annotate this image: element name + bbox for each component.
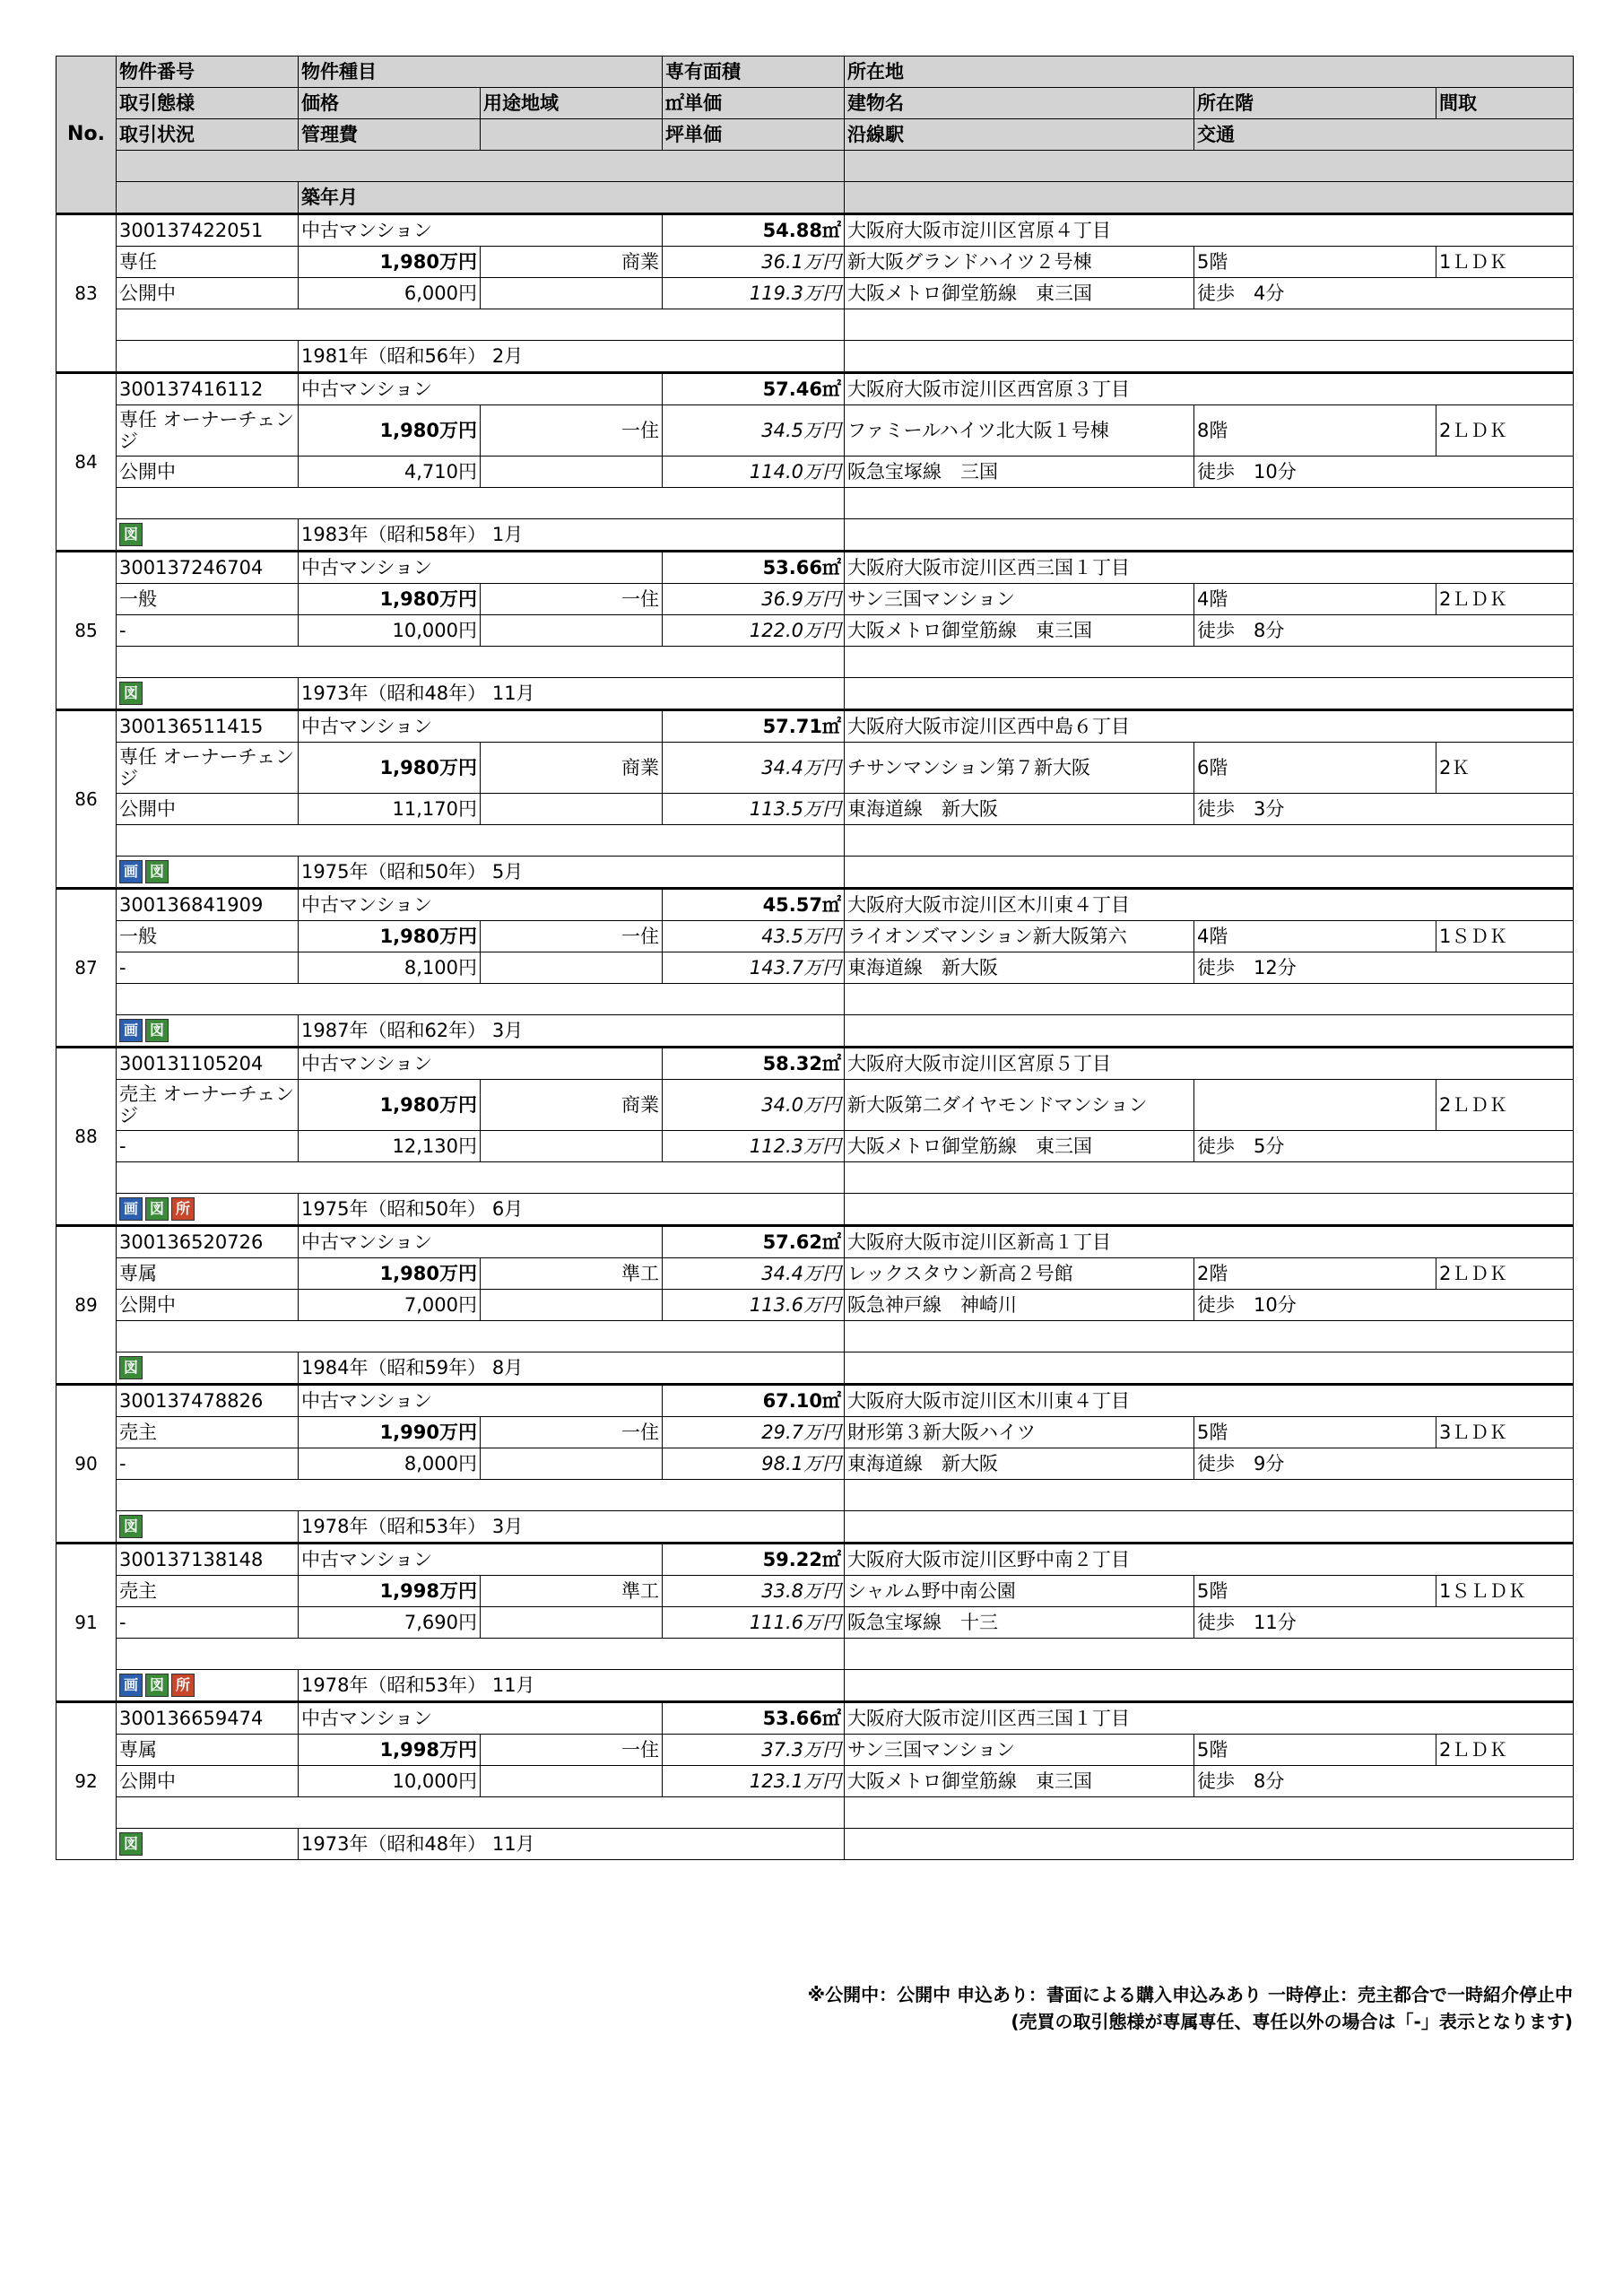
price: 1,980万円 — [299, 405, 481, 457]
floor: 5階 — [1194, 247, 1436, 278]
property-type: 中古マンション — [299, 552, 663, 584]
status: 公開中 — [117, 1290, 299, 1321]
header-deal-type: 取引態様 — [117, 88, 299, 119]
property-number: 300137416112 — [117, 373, 299, 405]
area: 59.22㎡ — [663, 1544, 845, 1576]
area: 57.62㎡ — [663, 1226, 845, 1258]
zoning: 一住 — [481, 584, 663, 615]
building-name: サン三国マンション — [845, 1735, 1194, 1766]
mgmt-fee: 7,690円 — [299, 1607, 481, 1639]
badge-cell — [117, 678, 299, 710]
property-type: 中古マンション — [299, 214, 663, 247]
status: - — [117, 1131, 299, 1162]
address: 大阪府大阪市淀川区西三国１丁目 — [845, 1702, 1574, 1735]
status: - — [117, 1607, 299, 1639]
sqm-price: 43.5万円 — [663, 921, 845, 952]
listing-no: 84 — [56, 373, 117, 552]
price: 1,990万円 — [299, 1417, 481, 1448]
sqm-price: 34.4万円 — [663, 1258, 845, 1290]
listing-no: 83 — [56, 214, 117, 373]
price: 1,980万円 — [299, 1258, 481, 1290]
listing-row — [56, 1048, 1574, 1080]
building-name: 新大阪グランドハイツ２号棟 — [845, 247, 1194, 278]
area: 45.57㎡ — [663, 889, 845, 921]
layout: 2ＬＤＫ — [1436, 1735, 1574, 1766]
building-name: サン三国マンション — [845, 584, 1194, 615]
built-date: 1987年（昭和62年） 3月 — [299, 1015, 845, 1048]
status: - — [117, 1448, 299, 1480]
station: 阪急神戸線 神崎川 — [845, 1290, 1194, 1321]
property-listing-table — [56, 56, 1574, 1860]
header-floor: 所在階 — [1194, 88, 1436, 119]
header-status: 取引状況 — [117, 119, 299, 151]
header-no: No. — [56, 57, 117, 214]
station: 大阪メトロ御堂筋線 東三国 — [845, 278, 1194, 309]
layout: 3ＬＤＫ — [1436, 1417, 1574, 1448]
price: 1,980万円 — [299, 1080, 481, 1131]
header-layout: 間取 — [1436, 88, 1574, 119]
built-date: 1981年（昭和56年） 2月 — [299, 341, 845, 373]
price: 1,998万円 — [299, 1735, 481, 1766]
property-number: 300137478826 — [117, 1385, 299, 1417]
tsubo-price: 143.7万円 — [663, 952, 845, 984]
address: 大阪府大阪市淀川区宮原５丁目 — [845, 1048, 1574, 1080]
zoning: 一住 — [481, 1417, 663, 1448]
access: 徒歩 4分 — [1194, 278, 1574, 309]
badge-cell — [117, 1829, 299, 1860]
header-built: 築年月 — [299, 182, 845, 214]
property-number: 300131105204 — [117, 1048, 299, 1080]
property-number: 300136520726 — [117, 1226, 299, 1258]
deal-type: 専任 オーナーチェンジ — [117, 743, 299, 794]
property-type: 中古マンション — [299, 373, 663, 405]
price: 1,980万円 — [299, 921, 481, 952]
listing-no: 89 — [56, 1226, 117, 1385]
tsubo-price: 113.6万円 — [663, 1290, 845, 1321]
building-name: チサンマンション第７新大阪 — [845, 743, 1194, 794]
header-zoning: 用途地域 — [481, 88, 663, 119]
status-legend-note: ※公開中：公開中 申込あり：書面による購入申込みあり 一時停止：売主都合で一時紹介停止中 — [807, 1984, 1573, 2005]
area: 67.10㎡ — [663, 1385, 845, 1417]
address: 大阪府大阪市淀川区宮原４丁目 — [845, 214, 1574, 247]
building-name: ファミールハイツ北大阪１号棟 — [845, 405, 1194, 457]
station: 東海道線 新大阪 — [845, 794, 1194, 825]
deal-type: 専属 — [117, 1258, 299, 1290]
building-name: 財形第３新大阪ハイツ — [845, 1417, 1194, 1448]
layout: 1ＳＤＫ — [1436, 921, 1574, 952]
built-date: 1973年（昭和48年） 11月 — [299, 1829, 845, 1860]
badge-cell — [117, 519, 299, 552]
floorplan-badge-icon[interactable]: 図 — [119, 1832, 143, 1856]
area: 53.66㎡ — [663, 552, 845, 584]
listing-row — [56, 1226, 1574, 1258]
sqm-price: 37.3万円 — [663, 1735, 845, 1766]
deal-type: 売主 — [117, 1576, 299, 1607]
layout: 1ＬＤＫ — [1436, 247, 1574, 278]
floor: 4階 — [1194, 584, 1436, 615]
status: - — [117, 615, 299, 647]
area: 53.66㎡ — [663, 1702, 845, 1735]
mgmt-fee: 7,000円 — [299, 1290, 481, 1321]
listing-row — [56, 1702, 1574, 1735]
access: 徒歩 10分 — [1194, 457, 1574, 488]
access: 徒歩 8分 — [1194, 1766, 1574, 1797]
sqm-price: 33.8万円 — [663, 1576, 845, 1607]
layout: 2ＬＤＫ — [1436, 405, 1574, 457]
sqm-price: 36.1万円 — [663, 247, 845, 278]
address: 大阪府大阪市淀川区西三国１丁目 — [845, 552, 1574, 584]
property-number: 300137138148 — [117, 1544, 299, 1576]
location-badge-icon[interactable]: 所 — [171, 1197, 195, 1221]
built-date: 1978年（昭和53年） 3月 — [299, 1511, 845, 1544]
layout: 2ＬＤＫ — [1436, 1080, 1574, 1131]
station: 大阪メトロ御堂筋線 東三国 — [845, 615, 1194, 647]
layout: 1ＳＬＤＫ — [1436, 1576, 1574, 1607]
sqm-price: 29.7万円 — [663, 1417, 845, 1448]
floor: 5階 — [1194, 1735, 1436, 1766]
floor — [1194, 1080, 1436, 1131]
access: 徒歩 8分 — [1194, 615, 1574, 647]
floor: 5階 — [1194, 1576, 1436, 1607]
property-number: 300137422051 — [117, 214, 299, 247]
tsubo-price: 113.5万円 — [663, 794, 845, 825]
zoning: 準工 — [481, 1576, 663, 1607]
zoning: 商業 — [481, 1080, 663, 1131]
tsubo-price: 98.1万円 — [663, 1448, 845, 1480]
deal-type: 専属 — [117, 1735, 299, 1766]
tsubo-price: 112.3万円 — [663, 1131, 845, 1162]
station: 大阪メトロ御堂筋線 東三国 — [845, 1131, 1194, 1162]
mgmt-fee: 8,100円 — [299, 952, 481, 984]
badge-cell — [117, 1670, 299, 1702]
station: 阪急宝塚線 三国 — [845, 457, 1194, 488]
built-date: 1983年（昭和58年） 1月 — [299, 519, 845, 552]
listing-no: 85 — [56, 552, 117, 710]
floorplan-badge-icon[interactable]: 図 — [119, 682, 143, 705]
sqm-price: 34.5万円 — [663, 405, 845, 457]
property-type: 中古マンション — [299, 1385, 663, 1417]
access: 徒歩 11分 — [1194, 1607, 1574, 1639]
access: 徒歩 9分 — [1194, 1448, 1574, 1480]
listing-row — [56, 710, 1574, 743]
mgmt-fee: 4,710円 — [299, 457, 481, 488]
zoning: 商業 — [481, 247, 663, 278]
listing-row — [56, 1544, 1574, 1576]
listing-no: 90 — [56, 1385, 117, 1544]
access: 徒歩 10分 — [1194, 1290, 1574, 1321]
station: 東海道線 新大阪 — [845, 1448, 1194, 1480]
built-date: 1984年（昭和59年） 8月 — [299, 1352, 845, 1385]
building-name: 新大阪第二ダイヤモンドマンション — [845, 1080, 1194, 1131]
price: 1,980万円 — [299, 584, 481, 615]
tsubo-price: 122.0万円 — [663, 615, 845, 647]
address: 大阪府大阪市淀川区野中南２丁目 — [845, 1544, 1574, 1576]
image-badge-icon[interactable]: 画 — [119, 1197, 143, 1221]
area: 54.88㎡ — [663, 214, 845, 247]
price: 1,998万円 — [299, 1576, 481, 1607]
header-mgmt-fee: 管理費 — [299, 119, 481, 151]
layout: 2ＬＤＫ — [1436, 1258, 1574, 1290]
area: 57.46㎡ — [663, 373, 845, 405]
tsubo-price: 111.6万円 — [663, 1607, 845, 1639]
price: 1,980万円 — [299, 743, 481, 794]
sqm-price: 34.0万円 — [663, 1080, 845, 1131]
tsubo-price: 114.0万円 — [663, 457, 845, 488]
built-date: 1975年（昭和50年） 6月 — [299, 1194, 845, 1226]
property-number: 300136659474 — [117, 1702, 299, 1735]
access: 徒歩 3分 — [1194, 794, 1574, 825]
address: 大阪府大阪市淀川区西中島６丁目 — [845, 710, 1574, 743]
property-type: 中古マンション — [299, 1048, 663, 1080]
zoning: 商業 — [481, 743, 663, 794]
building-name: ライオンズマンション新大阪第六 — [845, 921, 1194, 952]
table-header — [56, 57, 1574, 214]
listing-no: 87 — [56, 889, 117, 1048]
built-date: 1975年（昭和50年） 5月 — [299, 857, 845, 889]
header-tsubo-price: 坪単価 — [663, 119, 845, 151]
image-badge-icon[interactable]: 画 — [119, 1019, 143, 1042]
price: 1,980万円 — [299, 247, 481, 278]
address: 大阪府大阪市淀川区木川東４丁目 — [845, 1385, 1574, 1417]
badge-cell — [117, 341, 299, 373]
station: 大阪メトロ御堂筋線 東三国 — [845, 1766, 1194, 1797]
station: 阪急宝塚線 十三 — [845, 1607, 1194, 1639]
building-name: シャルム野中南公園 — [845, 1576, 1194, 1607]
floorplan-badge-icon[interactable]: 図 — [119, 523, 143, 546]
access: 徒歩 5分 — [1194, 1131, 1574, 1162]
tsubo-price: 123.1万円 — [663, 1766, 845, 1797]
badge-cell — [117, 1015, 299, 1048]
zoning: 準工 — [481, 1258, 663, 1290]
sqm-price: 36.9万円 — [663, 584, 845, 615]
tsubo-price: 119.3万円 — [663, 278, 845, 309]
building-name: レックスタウン新高２号館 — [845, 1258, 1194, 1290]
listing-no: 92 — [56, 1702, 117, 1860]
listing-row — [56, 552, 1574, 584]
deal-type: 専任 オーナーチェンジ — [117, 405, 299, 457]
property-number: 300137246704 — [117, 552, 299, 584]
deal-type: 専任 — [117, 247, 299, 278]
floorplan-badge-icon[interactable]: 図 — [119, 1356, 143, 1379]
deal-type: 一般 — [117, 584, 299, 615]
listing-no: 91 — [56, 1544, 117, 1702]
listing-no: 86 — [56, 710, 117, 889]
header-station: 沿線駅 — [845, 119, 1194, 151]
area: 58.32㎡ — [663, 1048, 845, 1080]
status: 公開中 — [117, 278, 299, 309]
mgmt-fee: 10,000円 — [299, 1766, 481, 1797]
floor: 5階 — [1194, 1417, 1436, 1448]
deal-type: 売主 オーナーチェンジ — [117, 1080, 299, 1131]
zoning: 一住 — [481, 1735, 663, 1766]
property-type: 中古マンション — [299, 1702, 663, 1735]
status: - — [117, 952, 299, 984]
floor: 8階 — [1194, 405, 1436, 457]
header-building: 建物名 — [845, 88, 1194, 119]
listing-row — [56, 214, 1574, 247]
mgmt-fee: 10,000円 — [299, 615, 481, 647]
header-price: 価格 — [299, 88, 481, 119]
mgmt-fee: 12,130円 — [299, 1131, 481, 1162]
property-type: 中古マンション — [299, 710, 663, 743]
header-property-number: 物件番号 — [117, 57, 299, 88]
floorplan-badge-icon[interactable]: 図 — [145, 1197, 169, 1221]
property-type: 中古マンション — [299, 1226, 663, 1258]
header-address: 所在地 — [845, 57, 1574, 88]
mgmt-fee: 6,000円 — [299, 278, 481, 309]
floorplan-badge-icon[interactable]: 図 — [145, 860, 169, 883]
zoning: 一住 — [481, 405, 663, 457]
layout: 2ＬＤＫ — [1436, 584, 1574, 615]
status: 公開中 — [117, 1766, 299, 1797]
listing-row — [56, 373, 1574, 405]
header-sqm-price: ㎡単価 — [663, 88, 845, 119]
listing-row — [56, 1385, 1574, 1417]
zoning: 一住 — [481, 921, 663, 952]
badge-cell — [117, 1352, 299, 1385]
deal-type: 売主 — [117, 1417, 299, 1448]
station: 東海道線 新大阪 — [845, 952, 1194, 984]
mgmt-fee: 8,000円 — [299, 1448, 481, 1480]
access: 徒歩 12分 — [1194, 952, 1574, 984]
badge-cell — [117, 1511, 299, 1544]
floorplan-badge-icon[interactable]: 図 — [119, 1515, 143, 1538]
badge-cell — [117, 857, 299, 889]
built-date: 1973年（昭和48年） 11月 — [299, 678, 845, 710]
badge-cell — [117, 1194, 299, 1226]
floorplan-badge-icon[interactable]: 図 — [145, 1674, 169, 1697]
header-area: 専有面積 — [663, 57, 845, 88]
table-body — [56, 214, 1574, 1860]
property-type: 中古マンション — [299, 889, 663, 921]
sqm-price: 34.4万円 — [663, 743, 845, 794]
header-access: 交通 — [1194, 119, 1574, 151]
property-number: 300136841909 — [117, 889, 299, 921]
layout: 2Ｋ — [1436, 743, 1574, 794]
mgmt-fee: 11,170円 — [299, 794, 481, 825]
image-badge-icon[interactable]: 画 — [119, 860, 143, 883]
built-date: 1978年（昭和53年） 11月 — [299, 1670, 845, 1702]
status: 公開中 — [117, 794, 299, 825]
floor: 6階 — [1194, 743, 1436, 794]
floor: 2階 — [1194, 1258, 1436, 1290]
deal-type-note: (売買の取引態様が専属専任、専任以外の場合は「-」表示となります) — [1011, 2011, 1573, 2032]
property-type: 中古マンション — [299, 1544, 663, 1576]
address: 大阪府大阪市淀川区新高１丁目 — [845, 1226, 1574, 1258]
address: 大阪府大阪市淀川区木川東４丁目 — [845, 889, 1574, 921]
status: 公開中 — [117, 457, 299, 488]
listing-no: 88 — [56, 1048, 117, 1226]
property-number: 300136511415 — [117, 710, 299, 743]
floorplan-badge-icon[interactable]: 図 — [145, 1019, 169, 1042]
area: 57.71㎡ — [663, 710, 845, 743]
header-property-type: 物件種目 — [299, 57, 663, 88]
floor: 4階 — [1194, 921, 1436, 952]
address: 大阪府大阪市淀川区西宮原３丁目 — [845, 373, 1574, 405]
deal-type: 一般 — [117, 921, 299, 952]
location-badge-icon[interactable]: 所 — [171, 1674, 195, 1697]
listing-row — [56, 889, 1574, 921]
image-badge-icon[interactable]: 画 — [119, 1674, 143, 1697]
